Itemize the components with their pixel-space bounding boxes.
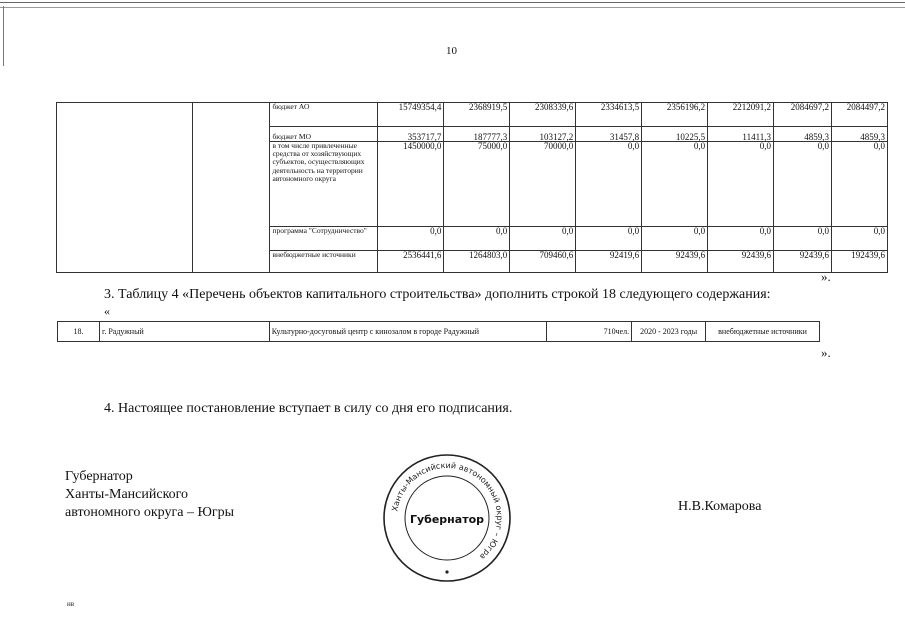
closing-quote: ». xyxy=(821,345,831,360)
table-cell: 0,0 xyxy=(708,142,774,227)
table-cell: 70000,0 xyxy=(510,142,576,227)
signatory-title-line: Губернатор xyxy=(65,469,133,484)
row-number: 18. xyxy=(58,322,100,342)
table-row xyxy=(57,103,888,127)
closing-quote: ». xyxy=(821,269,831,284)
row-label: бюджет АО xyxy=(270,103,378,127)
stamp-dot xyxy=(445,570,448,573)
table-cell: 0,0 xyxy=(642,227,708,251)
funding-source-cell: внебюджетные источники xyxy=(706,322,820,342)
footnote: нв xyxy=(67,600,75,608)
table-cell: 0,0 xyxy=(831,227,887,251)
table-cell: 92419,6 xyxy=(576,251,642,273)
table-cell: 11411,3 xyxy=(708,127,774,142)
row-label: в том числе привлеченные средства от хозяйствующих субъектов, осуществляющих деятельность на территории автономного округа xyxy=(270,142,378,227)
opening-quote: « xyxy=(104,304,110,318)
table-cell: 1264803,0 xyxy=(444,251,510,273)
table-cell: 192439,6 xyxy=(831,251,887,273)
table-cell: 0,0 xyxy=(642,142,708,227)
stamp-center-text: Губернатор xyxy=(409,513,485,526)
table-cell: 92439,6 xyxy=(774,251,832,273)
table-cell: 0,0 xyxy=(708,227,774,251)
table-cell: 0,0 xyxy=(510,227,576,251)
official-stamp xyxy=(381,452,513,584)
capacity-cell: 710чел. xyxy=(547,322,632,342)
table-cell: 2084497,2 xyxy=(831,103,887,127)
table-cell: 92439,6 xyxy=(642,251,708,273)
signatory-title xyxy=(65,468,234,522)
table-cell: 75000,0 xyxy=(444,142,510,227)
table-cell: 353717,7 xyxy=(378,127,444,142)
table-cell: 187777,3 xyxy=(444,127,510,142)
merged-cell xyxy=(192,103,270,273)
table-cell: 2084697,2 xyxy=(774,103,832,127)
table-cell: 103127,2 xyxy=(510,127,576,142)
row-label: внебюджетные источники xyxy=(270,251,378,273)
table-cell: 2356196,2 xyxy=(642,103,708,127)
table-row xyxy=(58,322,820,342)
table-cell: 0,0 xyxy=(774,142,832,227)
scan-left-border xyxy=(3,6,4,66)
table-cell: 0,0 xyxy=(576,142,642,227)
table-cell: 0,0 xyxy=(774,227,832,251)
signatory-name: Н.В.Комарова xyxy=(678,499,762,514)
table-cell: 1450000,0 xyxy=(378,142,444,227)
budget-table xyxy=(56,102,888,273)
table-cell: 92439,6 xyxy=(708,251,774,273)
table-cell: 4859,3 xyxy=(774,127,832,142)
table-cell: 15749354,4 xyxy=(378,103,444,127)
table-cell: 0,0 xyxy=(444,227,510,251)
years-cell: 2020 - 2023 годы xyxy=(632,322,706,342)
merged-cell xyxy=(57,103,193,273)
table-cell: 709460,6 xyxy=(510,251,576,273)
table-cell: 0,0 xyxy=(576,227,642,251)
table-cell: 4859,3 xyxy=(831,127,887,142)
table-cell: 0,0 xyxy=(831,142,887,227)
scan-top-border xyxy=(0,2,905,8)
stamp-ring-text: Ханты-Мансийский автономный округ – Югра xyxy=(390,460,505,562)
table-cell: 2536441,6 xyxy=(378,251,444,273)
signatory-title-line: автономного округа – Югры xyxy=(65,505,234,520)
object-name-cell: Культурно-досуговый центр с кинозалом в городе Радужный xyxy=(269,322,547,342)
table-cell: 2212091,2 xyxy=(708,103,774,127)
table-cell: 31457,8 xyxy=(576,127,642,142)
row-label: бюджет МО xyxy=(270,127,378,142)
table-cell: 2334613,5 xyxy=(576,103,642,127)
table-cell: 2308339,6 xyxy=(510,103,576,127)
table-cell: 0,0 xyxy=(378,227,444,251)
table-cell: 2368919,5 xyxy=(444,103,510,127)
paragraph-3: 3. Таблицу 4 «Перечень объектов капитального строительства» дополнить строкой 18 следующего содержания: xyxy=(104,287,771,302)
row-label: программа "Сотрудничество" xyxy=(270,227,378,251)
page-number: 10 xyxy=(446,45,457,57)
signatory-title-line: Ханты-Мансийского xyxy=(65,487,189,502)
object-table xyxy=(57,321,820,342)
city-cell: г. Радужный xyxy=(99,322,269,342)
paragraph-4: 4. Настоящее постановление вступает в силу со дня его подписания. xyxy=(104,401,513,416)
table-cell: 10225,5 xyxy=(642,127,708,142)
